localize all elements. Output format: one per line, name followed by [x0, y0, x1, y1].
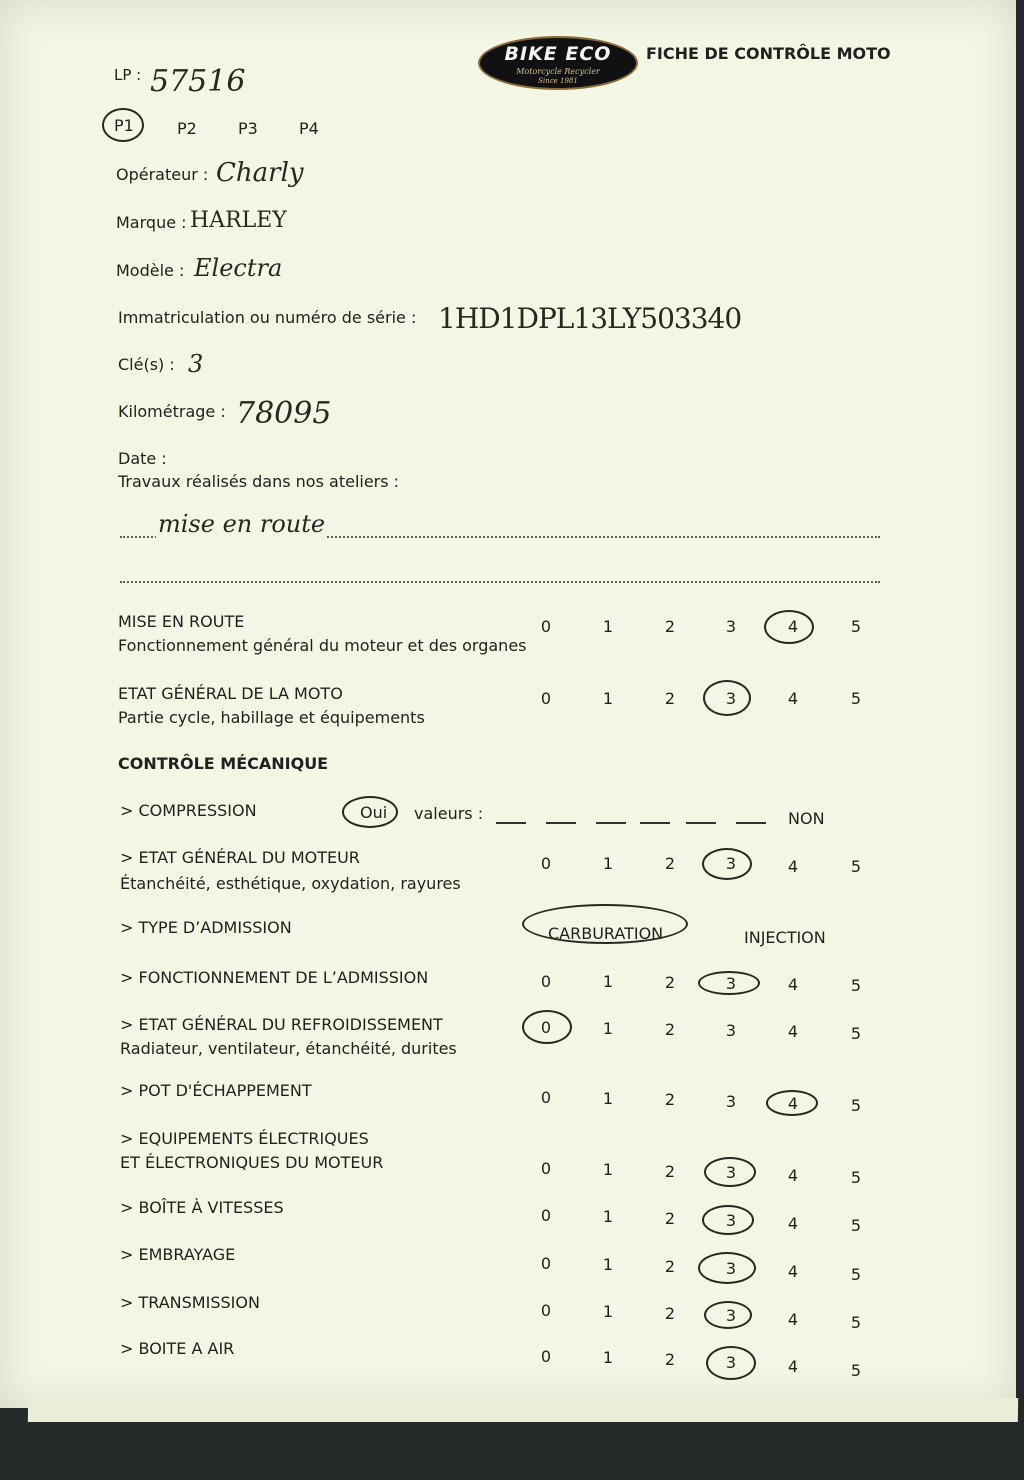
operateur-value[interactable]: Charly: [216, 158, 304, 188]
selection-circle: [522, 1010, 572, 1044]
valeur-blank-1[interactable]: [496, 822, 526, 824]
score-3[interactable]: 3: [725, 1092, 737, 1111]
oui-selection-circle: [342, 796, 398, 828]
kilometrage-value[interactable]: 78095: [236, 396, 332, 431]
type-admission-label: > TYPE D’ADMISSION: [120, 918, 292, 937]
score-1[interactable]: 1: [602, 1207, 614, 1226]
score-4[interactable]: 4: [787, 617, 799, 636]
score-0[interactable]: 0: [540, 1347, 552, 1366]
option-p4[interactable]: P4: [299, 119, 319, 138]
item-label: > TRANSMISSION: [120, 1293, 260, 1312]
etat-moto-title: ETAT GÉNÉRAL DE LA MOTO: [118, 684, 343, 703]
valeur-blank-6[interactable]: [736, 822, 766, 824]
score-0[interactable]: 0: [540, 1206, 552, 1225]
form-title: FICHE DE CONTRÔLE MOTO: [646, 44, 891, 63]
item-label: > BOÎTE À VITESSES: [120, 1198, 284, 1217]
kilometrage-label: Kilométrage :: [118, 402, 226, 421]
score-5[interactable]: 5: [850, 1361, 862, 1380]
modele-value[interactable]: Electra: [194, 254, 283, 282]
travaux-value[interactable]: mise en route: [158, 510, 326, 538]
item-label: > FONCTIONNEMENT DE L’ADMISSION: [120, 968, 429, 987]
score-5[interactable]: 5: [850, 617, 862, 636]
compression-non[interactable]: NON: [788, 809, 825, 828]
score-2[interactable]: 2: [664, 1257, 676, 1276]
score-4[interactable]: 4: [787, 1310, 799, 1329]
score-2[interactable]: 2: [664, 617, 676, 636]
marque-value[interactable]: HARLEY: [190, 208, 287, 233]
score-1[interactable]: 1: [602, 617, 614, 636]
etat-moteur-title: > ETAT GÉNÉRAL DU MOTEUR: [120, 848, 360, 867]
score-4[interactable]: 4: [787, 1357, 799, 1376]
travaux-line-2: [120, 581, 880, 583]
score-3[interactable]: 3: [725, 689, 737, 708]
compression-valeurs-label: valeurs :: [414, 804, 484, 823]
score-4[interactable]: 4: [787, 975, 799, 994]
score-3[interactable]: 3: [725, 617, 737, 636]
score-5[interactable]: 5: [850, 689, 862, 708]
bike-eco-logo: BIKE ECO Motorcycle Recycler Since 1981: [478, 36, 638, 90]
score-5[interactable]: 5: [850, 1024, 862, 1043]
paper-edge: [28, 1398, 1018, 1422]
score-5[interactable]: 5: [850, 1313, 862, 1332]
score-0[interactable]: 0: [540, 617, 552, 636]
score-0[interactable]: 0: [540, 1301, 552, 1320]
selection-circle: [704, 1301, 752, 1329]
score-3[interactable]: 3: [725, 1211, 737, 1230]
operateur-label: Opérateur :: [116, 165, 209, 184]
score-3[interactable]: 3: [725, 1353, 737, 1372]
score-4[interactable]: 4: [787, 1094, 799, 1113]
score-3[interactable]: 3: [725, 1306, 737, 1325]
option-p2[interactable]: P2: [177, 119, 197, 138]
score-0[interactable]: 0: [540, 1088, 552, 1107]
selection-circle: [764, 610, 814, 644]
score-4[interactable]: 4: [787, 1214, 799, 1233]
etat-moto-sub: Partie cycle, habillage et équipements: [118, 708, 425, 727]
item-label-line2: ET ÉLECTRONIQUES DU MOTEUR: [120, 1153, 384, 1172]
score-1[interactable]: 1: [602, 1302, 614, 1321]
etat-moteur-sub: Étanchéité, esthétique, oxydation, rayures: [120, 874, 461, 893]
score-2[interactable]: 2: [664, 973, 676, 992]
score-2[interactable]: 2: [664, 1209, 676, 1228]
score-3[interactable]: 3: [725, 974, 737, 993]
score-4[interactable]: 4: [787, 1262, 799, 1281]
selection-circle: [703, 680, 751, 716]
selection-circle: [766, 1090, 818, 1116]
score-0[interactable]: 0: [540, 689, 552, 708]
item-label: > BOITE A AIR: [120, 1339, 235, 1358]
valeur-blank-4[interactable]: [640, 822, 670, 824]
score-2[interactable]: 2: [664, 854, 676, 873]
score-0[interactable]: 0: [540, 1159, 552, 1178]
score-3[interactable]: 3: [725, 1259, 737, 1278]
score-2[interactable]: 2: [664, 1090, 676, 1109]
score-5[interactable]: 5: [850, 1168, 862, 1187]
score-5[interactable]: 5: [850, 1216, 862, 1235]
selection-circle: [702, 1205, 754, 1235]
score-1[interactable]: 1: [602, 1089, 614, 1108]
score-5[interactable]: 5: [850, 1096, 862, 1115]
travaux-label: Travaux réalisés dans nos ateliers :: [118, 472, 400, 491]
marque-label: Marque :: [116, 213, 187, 232]
score-4[interactable]: 4: [787, 1166, 799, 1185]
score-1[interactable]: 1: [602, 1348, 614, 1367]
selection-circle: [702, 848, 752, 880]
score-5[interactable]: 5: [850, 857, 862, 876]
option-injection[interactable]: INJECTION: [744, 928, 826, 947]
selection-circle: [698, 1252, 756, 1284]
selection-circle: [698, 971, 760, 995]
compression-label: > COMPRESSION: [120, 801, 257, 820]
lp-value[interactable]: 57516: [150, 64, 246, 99]
immatriculation-label: Immatriculation ou numéro de série :: [118, 308, 417, 327]
score-1[interactable]: 1: [602, 689, 614, 708]
immatriculation-value[interactable]: 1HD1DPL13LY503340: [438, 302, 742, 335]
score-1[interactable]: 1: [602, 1019, 614, 1038]
modele-label: Modèle :: [116, 261, 185, 280]
valeur-blank-5[interactable]: [686, 822, 716, 824]
option-p3[interactable]: P3: [238, 119, 258, 138]
compression-oui[interactable]: Oui: [360, 803, 388, 822]
score-5[interactable]: 5: [850, 1265, 862, 1284]
score-0[interactable]: 0: [540, 972, 552, 991]
score-0[interactable]: 0: [540, 854, 552, 873]
option-carburation[interactable]: CARBURATION: [548, 924, 664, 943]
score-2[interactable]: 2: [664, 1020, 676, 1039]
item-label: > ETAT GÉNÉRAL DU REFROIDISSEMENT: [120, 1015, 443, 1034]
item-sub: Radiateur, ventilateur, étanchéité, durites: [120, 1039, 457, 1058]
selection-circle: [706, 1346, 756, 1380]
item-label: > EMBRAYAGE: [120, 1245, 236, 1264]
lp-label: LP :: [114, 66, 142, 84]
score-1[interactable]: 1: [602, 1160, 614, 1179]
item-label: > POT D'ÉCHAPPEMENT: [120, 1081, 312, 1100]
score-2[interactable]: 2: [664, 1350, 676, 1369]
date-label: Date :: [118, 449, 167, 468]
score-5[interactable]: 5: [850, 976, 862, 995]
score-1[interactable]: 1: [602, 1255, 614, 1274]
score-4[interactable]: 4: [787, 1022, 799, 1041]
mise-en-route-sub: Fonctionnement général du moteur et des organes: [118, 636, 527, 655]
score-0[interactable]: 0: [540, 1018, 552, 1037]
score-4[interactable]: 4: [787, 857, 799, 876]
score-3[interactable]: 3: [725, 1021, 737, 1040]
score-3[interactable]: 3: [725, 854, 737, 873]
controle-mecanique-heading: CONTRÔLE MÉCANIQUE: [118, 754, 329, 773]
carburation-selection-circle: [522, 904, 688, 944]
cles-value[interactable]: 3: [188, 350, 204, 378]
score-2[interactable]: 2: [664, 1304, 676, 1323]
valeur-blank-2[interactable]: [546, 822, 576, 824]
score-2[interactable]: 2: [664, 1162, 676, 1181]
score-1[interactable]: 1: [602, 972, 614, 991]
score-2[interactable]: 2: [664, 689, 676, 708]
score-0[interactable]: 0: [540, 1254, 552, 1273]
score-1[interactable]: 1: [602, 854, 614, 873]
mise-en-route-title: MISE EN ROUTE: [118, 612, 245, 631]
p1-selection-circle: [102, 108, 144, 142]
item-label: > EQUIPEMENTS ÉLECTRIQUES: [120, 1129, 369, 1148]
option-p1[interactable]: P1: [114, 116, 134, 135]
score-3[interactable]: 3: [725, 1163, 737, 1182]
selection-circle: [704, 1157, 756, 1187]
score-4[interactable]: 4: [787, 689, 799, 708]
cles-label: Clé(s) :: [118, 355, 175, 374]
valeur-blank-3[interactable]: [596, 822, 626, 824]
